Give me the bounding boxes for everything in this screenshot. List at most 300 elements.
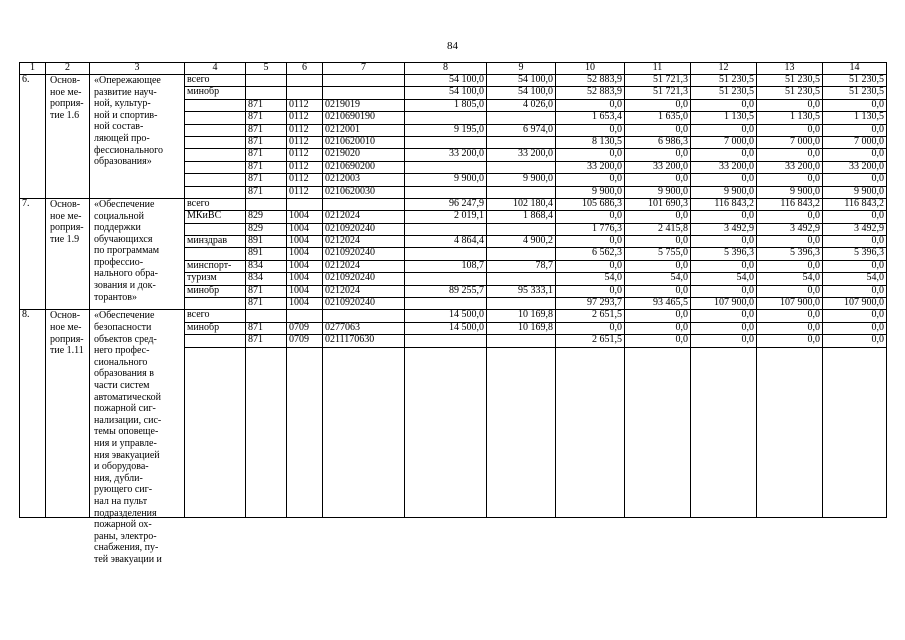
- grbs-code-cell: 834: [246, 260, 287, 272]
- value-cell: 0,0: [556, 99, 625, 111]
- header-cell: 12: [691, 63, 757, 75]
- activity-name: [90, 75, 185, 199]
- value-cell: [487, 273, 556, 285]
- value-cell: 2 651,5: [556, 310, 625, 322]
- activity-name-line: ния и управле-: [94, 437, 157, 449]
- empty-cell: [487, 347, 556, 517]
- value-cell: 102 180,4: [487, 198, 556, 210]
- value-cell: 9 900,0: [823, 186, 887, 198]
- value-cell: 0,0: [556, 211, 625, 223]
- value-cell: [405, 335, 487, 347]
- header-cell: 14: [823, 63, 887, 75]
- responsible-cell: [185, 136, 246, 148]
- value-cell: 54 100,0: [405, 87, 487, 99]
- section-code-cell: 0709: [287, 322, 323, 334]
- value-cell: 107 900,0: [757, 298, 823, 310]
- target-article-cell: 0210920240: [323, 248, 405, 260]
- value-cell: 7 000,0: [757, 136, 823, 148]
- header-cell: 2: [46, 63, 90, 75]
- target-article-cell: [323, 310, 405, 322]
- value-cell: 6 986,3: [625, 136, 691, 148]
- grbs-code-cell: 871: [246, 136, 287, 148]
- value-cell: 0,0: [691, 335, 757, 347]
- value-cell: 9 900,0: [405, 174, 487, 186]
- value-cell: 14 500,0: [405, 322, 487, 334]
- table-row: [20, 310, 887, 322]
- value-cell: 0,0: [556, 149, 625, 161]
- section-code-cell: 1004: [287, 236, 323, 248]
- value-cell: 0,0: [691, 149, 757, 161]
- activity-type-line: роприя-: [50, 222, 84, 234]
- header-cell: 3: [90, 63, 185, 75]
- value-cell: 9 900,0: [556, 186, 625, 198]
- value-cell: 33 200,0: [691, 161, 757, 173]
- value-cell: 51 230,5: [823, 75, 887, 87]
- activity-type-line: тие 1.11: [50, 345, 84, 357]
- value-cell: 0,0: [757, 211, 823, 223]
- header-cell: 10: [556, 63, 625, 75]
- target-article-cell: [323, 87, 405, 99]
- value-cell: 2 415,8: [625, 223, 691, 235]
- section-code-cell: [287, 87, 323, 99]
- value-cell: 0,0: [625, 260, 691, 272]
- value-cell: 0,0: [823, 322, 887, 334]
- responsible-cell: МКиВС: [185, 211, 246, 223]
- empty-cell: [405, 347, 487, 517]
- target-article-cell: 0210920240: [323, 273, 405, 285]
- value-cell: 52 883,9: [556, 75, 625, 87]
- activity-name-line: сионального: [94, 356, 148, 368]
- section-code-cell: 1004: [287, 211, 323, 223]
- value-cell: 51 230,5: [757, 87, 823, 99]
- value-cell: 0,0: [823, 174, 887, 186]
- activity-name-line: обучающихся: [94, 233, 153, 245]
- value-cell: 5 755,0: [625, 248, 691, 260]
- activity-name-line: ния эвакуацией: [94, 449, 160, 461]
- grbs-code-cell: [246, 87, 287, 99]
- value-cell: 0,0: [757, 260, 823, 272]
- value-cell: 51 230,5: [757, 75, 823, 87]
- target-article-cell: 0210920240: [323, 223, 405, 235]
- activity-name-line: тей эвакуации и: [94, 553, 162, 565]
- value-cell: [405, 273, 487, 285]
- activity-name-line: нал на пульт: [94, 495, 148, 507]
- value-cell: 10 169,8: [487, 310, 556, 322]
- target-article-cell: [323, 198, 405, 210]
- target-article-cell: 0210620010: [323, 136, 405, 148]
- activity-type-line: тие 1.9: [50, 233, 80, 245]
- grbs-code-cell: 871: [246, 149, 287, 161]
- value-cell: 0,0: [757, 285, 823, 297]
- grbs-code-cell: 871: [246, 186, 287, 198]
- activity-name-line: поддержки: [94, 222, 141, 234]
- header-cell: 13: [757, 63, 823, 75]
- value-cell: 4 026,0: [487, 99, 556, 111]
- responsible-cell: туризм: [185, 273, 246, 285]
- section-code-cell: 1004: [287, 223, 323, 235]
- value-cell: [405, 223, 487, 235]
- value-cell: 116 843,2: [757, 198, 823, 210]
- grbs-code-cell: 891: [246, 236, 287, 248]
- activity-name-line: фессионального: [94, 144, 164, 156]
- grbs-code-cell: 871: [246, 124, 287, 136]
- activity-type: [46, 198, 90, 310]
- value-cell: 7 000,0: [691, 136, 757, 148]
- empty-cell: [757, 347, 823, 517]
- section-code-cell: 0112: [287, 174, 323, 186]
- activity-name-line: ной состав-: [94, 121, 144, 133]
- target-article-cell: 0212003: [323, 174, 405, 186]
- empty-cell: [625, 347, 691, 517]
- value-cell: [487, 112, 556, 124]
- responsible-cell: [185, 174, 246, 186]
- value-cell: 0,0: [823, 99, 887, 111]
- value-cell: 14 500,0: [405, 310, 487, 322]
- activity-name-line: «Опережающее: [94, 75, 161, 86]
- grbs-code-cell: 829: [246, 211, 287, 223]
- value-cell: 9 900,0: [625, 186, 691, 198]
- empty-cell: [823, 347, 887, 517]
- value-cell: 5 396,3: [757, 248, 823, 260]
- value-cell: [487, 136, 556, 148]
- section-code-cell: 1004: [287, 273, 323, 285]
- value-cell: 0,0: [757, 322, 823, 334]
- value-cell: 5 396,3: [691, 248, 757, 260]
- target-article-cell: 0212001: [323, 124, 405, 136]
- activity-type-line: ное ме-: [50, 86, 82, 98]
- value-cell: 1 776,3: [556, 223, 625, 235]
- value-cell: 51 721,3: [625, 75, 691, 87]
- responsible-cell: минспорт-: [185, 260, 246, 272]
- value-cell: 0,0: [556, 236, 625, 248]
- activity-type: [46, 75, 90, 199]
- activity-name-line: снабжения, пу-: [94, 542, 159, 554]
- value-cell: 5 396,3: [823, 248, 887, 260]
- value-cell: 0,0: [823, 335, 887, 347]
- value-cell: 2 651,5: [556, 335, 625, 347]
- section-code-cell: 1004: [287, 248, 323, 260]
- value-cell: 6 974,0: [487, 124, 556, 136]
- section-code-cell: 0112: [287, 112, 323, 124]
- grbs-code-cell: 829: [246, 223, 287, 235]
- activity-name-line: автоматической: [94, 391, 161, 403]
- value-cell: 9 195,0: [405, 124, 487, 136]
- value-cell: 95 333,1: [487, 285, 556, 297]
- target-article-cell: 0211170630: [323, 335, 405, 347]
- responsible-cell: всего: [185, 310, 246, 322]
- activity-type-line: Основ-: [50, 198, 81, 210]
- activity-name: [90, 310, 185, 565]
- value-cell: 54,0: [556, 273, 625, 285]
- header-cell: 7: [323, 63, 405, 75]
- value-cell: 3 492,9: [757, 223, 823, 235]
- value-cell: 0,0: [625, 99, 691, 111]
- responsible-cell: [185, 161, 246, 173]
- value-cell: [405, 248, 487, 260]
- section-code-cell: 0112: [287, 161, 323, 173]
- header-cell: 8: [405, 63, 487, 75]
- value-cell: 0,0: [625, 149, 691, 161]
- value-cell: 0,0: [823, 124, 887, 136]
- value-cell: 107 900,0: [823, 298, 887, 310]
- value-cell: 0,0: [757, 335, 823, 347]
- activity-type-line: ное ме-: [50, 210, 82, 222]
- value-cell: 2 019,1: [405, 211, 487, 223]
- value-cell: 1 805,0: [405, 99, 487, 111]
- activity-name-line: ния, дубли-: [94, 472, 143, 484]
- responsible-cell: [185, 335, 246, 347]
- value-cell: 51 230,5: [691, 75, 757, 87]
- value-cell: 51 721,3: [625, 87, 691, 99]
- value-cell: 0,0: [556, 260, 625, 272]
- value-cell: 0,0: [691, 236, 757, 248]
- value-cell: [405, 112, 487, 124]
- value-cell: 1 130,5: [757, 112, 823, 124]
- activity-name-line: части систем: [94, 379, 150, 391]
- activity-type-line: Основ-: [50, 310, 81, 322]
- value-cell: 0,0: [625, 124, 691, 136]
- activity-name-line: безопасности: [94, 322, 152, 334]
- activity-name-line: социальной: [94, 210, 144, 222]
- activity-name-line: ляющей про-: [94, 132, 150, 144]
- value-cell: 10 169,8: [487, 322, 556, 334]
- value-cell: 0,0: [625, 285, 691, 297]
- value-cell: 0,0: [556, 174, 625, 186]
- grbs-code-cell: 871: [246, 285, 287, 297]
- activity-name-line: пожарной сиг-: [94, 403, 156, 415]
- activity-name-line: зования и док-: [94, 280, 156, 292]
- value-cell: 0,0: [691, 174, 757, 186]
- empty-cell: [185, 347, 246, 517]
- header-row: [20, 63, 887, 75]
- value-cell: 78,7: [487, 260, 556, 272]
- value-cell: 3 492,9: [691, 223, 757, 235]
- page-number: 84: [447, 40, 458, 52]
- activity-type-line: ное ме-: [50, 322, 82, 334]
- activity-name-line: раны, электро-: [94, 530, 157, 542]
- value-cell: [487, 248, 556, 260]
- section-code-cell: 0112: [287, 136, 323, 148]
- responsible-cell: [185, 124, 246, 136]
- value-cell: 0,0: [823, 149, 887, 161]
- activity-type-line: тие 1.6: [50, 109, 80, 121]
- target-article-cell: 0212024: [323, 211, 405, 223]
- value-cell: 0,0: [757, 124, 823, 136]
- target-article-cell: 0212024: [323, 260, 405, 272]
- value-cell: [487, 298, 556, 310]
- section-code-cell: 1004: [287, 285, 323, 297]
- value-cell: 0,0: [691, 310, 757, 322]
- value-cell: [405, 186, 487, 198]
- section-code-cell: 0112: [287, 186, 323, 198]
- responsible-cell: [185, 298, 246, 310]
- value-cell: 8 130,5: [556, 136, 625, 148]
- target-article-cell: 0210690190: [323, 112, 405, 124]
- activity-name-line: нализации, сис-: [94, 414, 162, 426]
- value-cell: 52 883,9: [556, 87, 625, 99]
- table-body: [20, 62, 887, 565]
- value-cell: 1 130,5: [691, 112, 757, 124]
- table-row: [20, 75, 887, 87]
- target-article-cell: 0212024: [323, 285, 405, 297]
- section-code-cell: 0709: [287, 335, 323, 347]
- value-cell: 93 465,5: [625, 298, 691, 310]
- grbs-code-cell: 871: [246, 161, 287, 173]
- target-article-cell: 0219020: [323, 149, 405, 161]
- empty-cell: [246, 347, 287, 517]
- value-cell: 54,0: [691, 273, 757, 285]
- responsible-cell: всего: [185, 75, 246, 87]
- value-cell: [405, 161, 487, 173]
- value-cell: 0,0: [691, 322, 757, 334]
- activity-name-line: объектов сред-: [94, 333, 157, 345]
- activity-name-line: по программам: [94, 245, 160, 257]
- section-code-cell: 0112: [287, 149, 323, 161]
- activity-name-line: темы оповеще-: [94, 426, 159, 438]
- grbs-code-cell: 834: [246, 273, 287, 285]
- activity-name-line: развитие науч-: [94, 86, 157, 98]
- value-cell: 1 868,4: [487, 211, 556, 223]
- value-cell: 4 900,2: [487, 236, 556, 248]
- value-cell: 0,0: [757, 99, 823, 111]
- value-cell: 1 130,5: [823, 112, 887, 124]
- value-cell: 33 200,0: [625, 161, 691, 173]
- activity-name-line: «Обеспечение: [94, 310, 155, 322]
- value-cell: 0,0: [556, 124, 625, 136]
- value-cell: 0,0: [823, 236, 887, 248]
- activity-name-line: рующего сиг-: [94, 484, 153, 496]
- value-cell: [405, 136, 487, 148]
- value-cell: 0,0: [691, 99, 757, 111]
- header-cell: 11: [625, 63, 691, 75]
- activity-name-line: пожарной ох-: [94, 519, 152, 531]
- value-cell: [487, 161, 556, 173]
- value-cell: 0,0: [625, 174, 691, 186]
- value-cell: 0,0: [691, 260, 757, 272]
- budget-table: [19, 62, 887, 565]
- activity-name-line: него профес-: [94, 345, 150, 357]
- value-cell: 0,0: [757, 174, 823, 186]
- grbs-code-cell: [246, 75, 287, 87]
- value-cell: [405, 298, 487, 310]
- section-number: 8.: [20, 310, 46, 517]
- responsible-cell: [185, 112, 246, 124]
- value-cell: 54,0: [757, 273, 823, 285]
- value-cell: 33 200,0: [757, 161, 823, 173]
- value-cell: 54 100,0: [487, 87, 556, 99]
- section-code-cell: 0112: [287, 99, 323, 111]
- activity-name-line: образования в: [94, 368, 154, 380]
- activity-type-line: Основ-: [50, 75, 81, 86]
- value-cell: 0,0: [556, 285, 625, 297]
- activity-name-line: ной и спортив-: [94, 109, 158, 121]
- responsible-cell: минобр: [185, 285, 246, 297]
- section-code-cell: [287, 198, 323, 210]
- responsible-cell: [185, 149, 246, 161]
- value-cell: 0,0: [625, 335, 691, 347]
- grbs-code-cell: 871: [246, 99, 287, 111]
- responsible-cell: [185, 186, 246, 198]
- header-cell: 9: [487, 63, 556, 75]
- target-article-cell: 0219019: [323, 99, 405, 111]
- empty-cell: [287, 347, 323, 517]
- header-cell: 6: [287, 63, 323, 75]
- activity-type-line: роприя-: [50, 333, 84, 345]
- value-cell: 33 200,0: [823, 161, 887, 173]
- activity-name-line: «Обеспечение: [94, 198, 155, 210]
- activity-name: [90, 198, 185, 310]
- section-code-cell: [287, 75, 323, 87]
- value-cell: 54 100,0: [405, 75, 487, 87]
- value-cell: 7 000,0: [823, 136, 887, 148]
- section-code-cell: 0112: [287, 124, 323, 136]
- activity-name-line: торантов»: [94, 291, 137, 303]
- target-article-cell: 0210920240: [323, 298, 405, 310]
- value-cell: 0,0: [757, 236, 823, 248]
- value-cell: 108,7: [405, 260, 487, 272]
- value-cell: 54,0: [625, 273, 691, 285]
- value-cell: 0,0: [757, 149, 823, 161]
- value-cell: 0,0: [625, 310, 691, 322]
- value-cell: 4 864,4: [405, 236, 487, 248]
- activity-name-line: и оборудова-: [94, 461, 149, 473]
- value-cell: [487, 223, 556, 235]
- value-cell: 0,0: [823, 260, 887, 272]
- activity-type-line: роприя-: [50, 98, 84, 110]
- value-cell: 0,0: [691, 211, 757, 223]
- value-cell: 0,0: [625, 322, 691, 334]
- header-cell: 5: [246, 63, 287, 75]
- section-code-cell: 1004: [287, 298, 323, 310]
- grbs-code-cell: 891: [246, 248, 287, 260]
- grbs-code-cell: 871: [246, 298, 287, 310]
- section-number: 7.: [20, 198, 46, 310]
- target-article-cell: 0212024: [323, 236, 405, 248]
- value-cell: 0,0: [757, 310, 823, 322]
- activity-name-line: ной, культур-: [94, 98, 151, 110]
- value-cell: 3 492,9: [823, 223, 887, 235]
- value-cell: 33 200,0: [556, 161, 625, 173]
- value-cell: 51 230,5: [823, 87, 887, 99]
- value-cell: 0,0: [556, 322, 625, 334]
- responsible-cell: минобр: [185, 87, 246, 99]
- target-article-cell: 0210620030: [323, 186, 405, 198]
- value-cell: 1 635,0: [625, 112, 691, 124]
- value-cell: 116 843,2: [823, 198, 887, 210]
- grbs-code-cell: 871: [246, 174, 287, 186]
- activity-type: [46, 310, 90, 517]
- value-cell: 101 690,3: [625, 198, 691, 210]
- value-cell: 51 230,5: [691, 87, 757, 99]
- responsible-cell: [185, 99, 246, 111]
- section-code-cell: 1004: [287, 260, 323, 272]
- value-cell: 9 900,0: [757, 186, 823, 198]
- value-cell: 105 686,3: [556, 198, 625, 210]
- grbs-code-cell: [246, 310, 287, 322]
- target-article-cell: 0210690200: [323, 161, 405, 173]
- value-cell: 0,0: [691, 124, 757, 136]
- section-code-cell: [287, 310, 323, 322]
- value-cell: 1 653,4: [556, 112, 625, 124]
- empty-cell: [691, 347, 757, 517]
- value-cell: 0,0: [823, 285, 887, 297]
- value-cell: [487, 335, 556, 347]
- value-cell: 96 247,9: [405, 198, 487, 210]
- responsible-cell: всего: [185, 198, 246, 210]
- value-cell: 54 100,0: [487, 75, 556, 87]
- responsible-cell: [185, 223, 246, 235]
- target-article-cell: 0277063: [323, 322, 405, 334]
